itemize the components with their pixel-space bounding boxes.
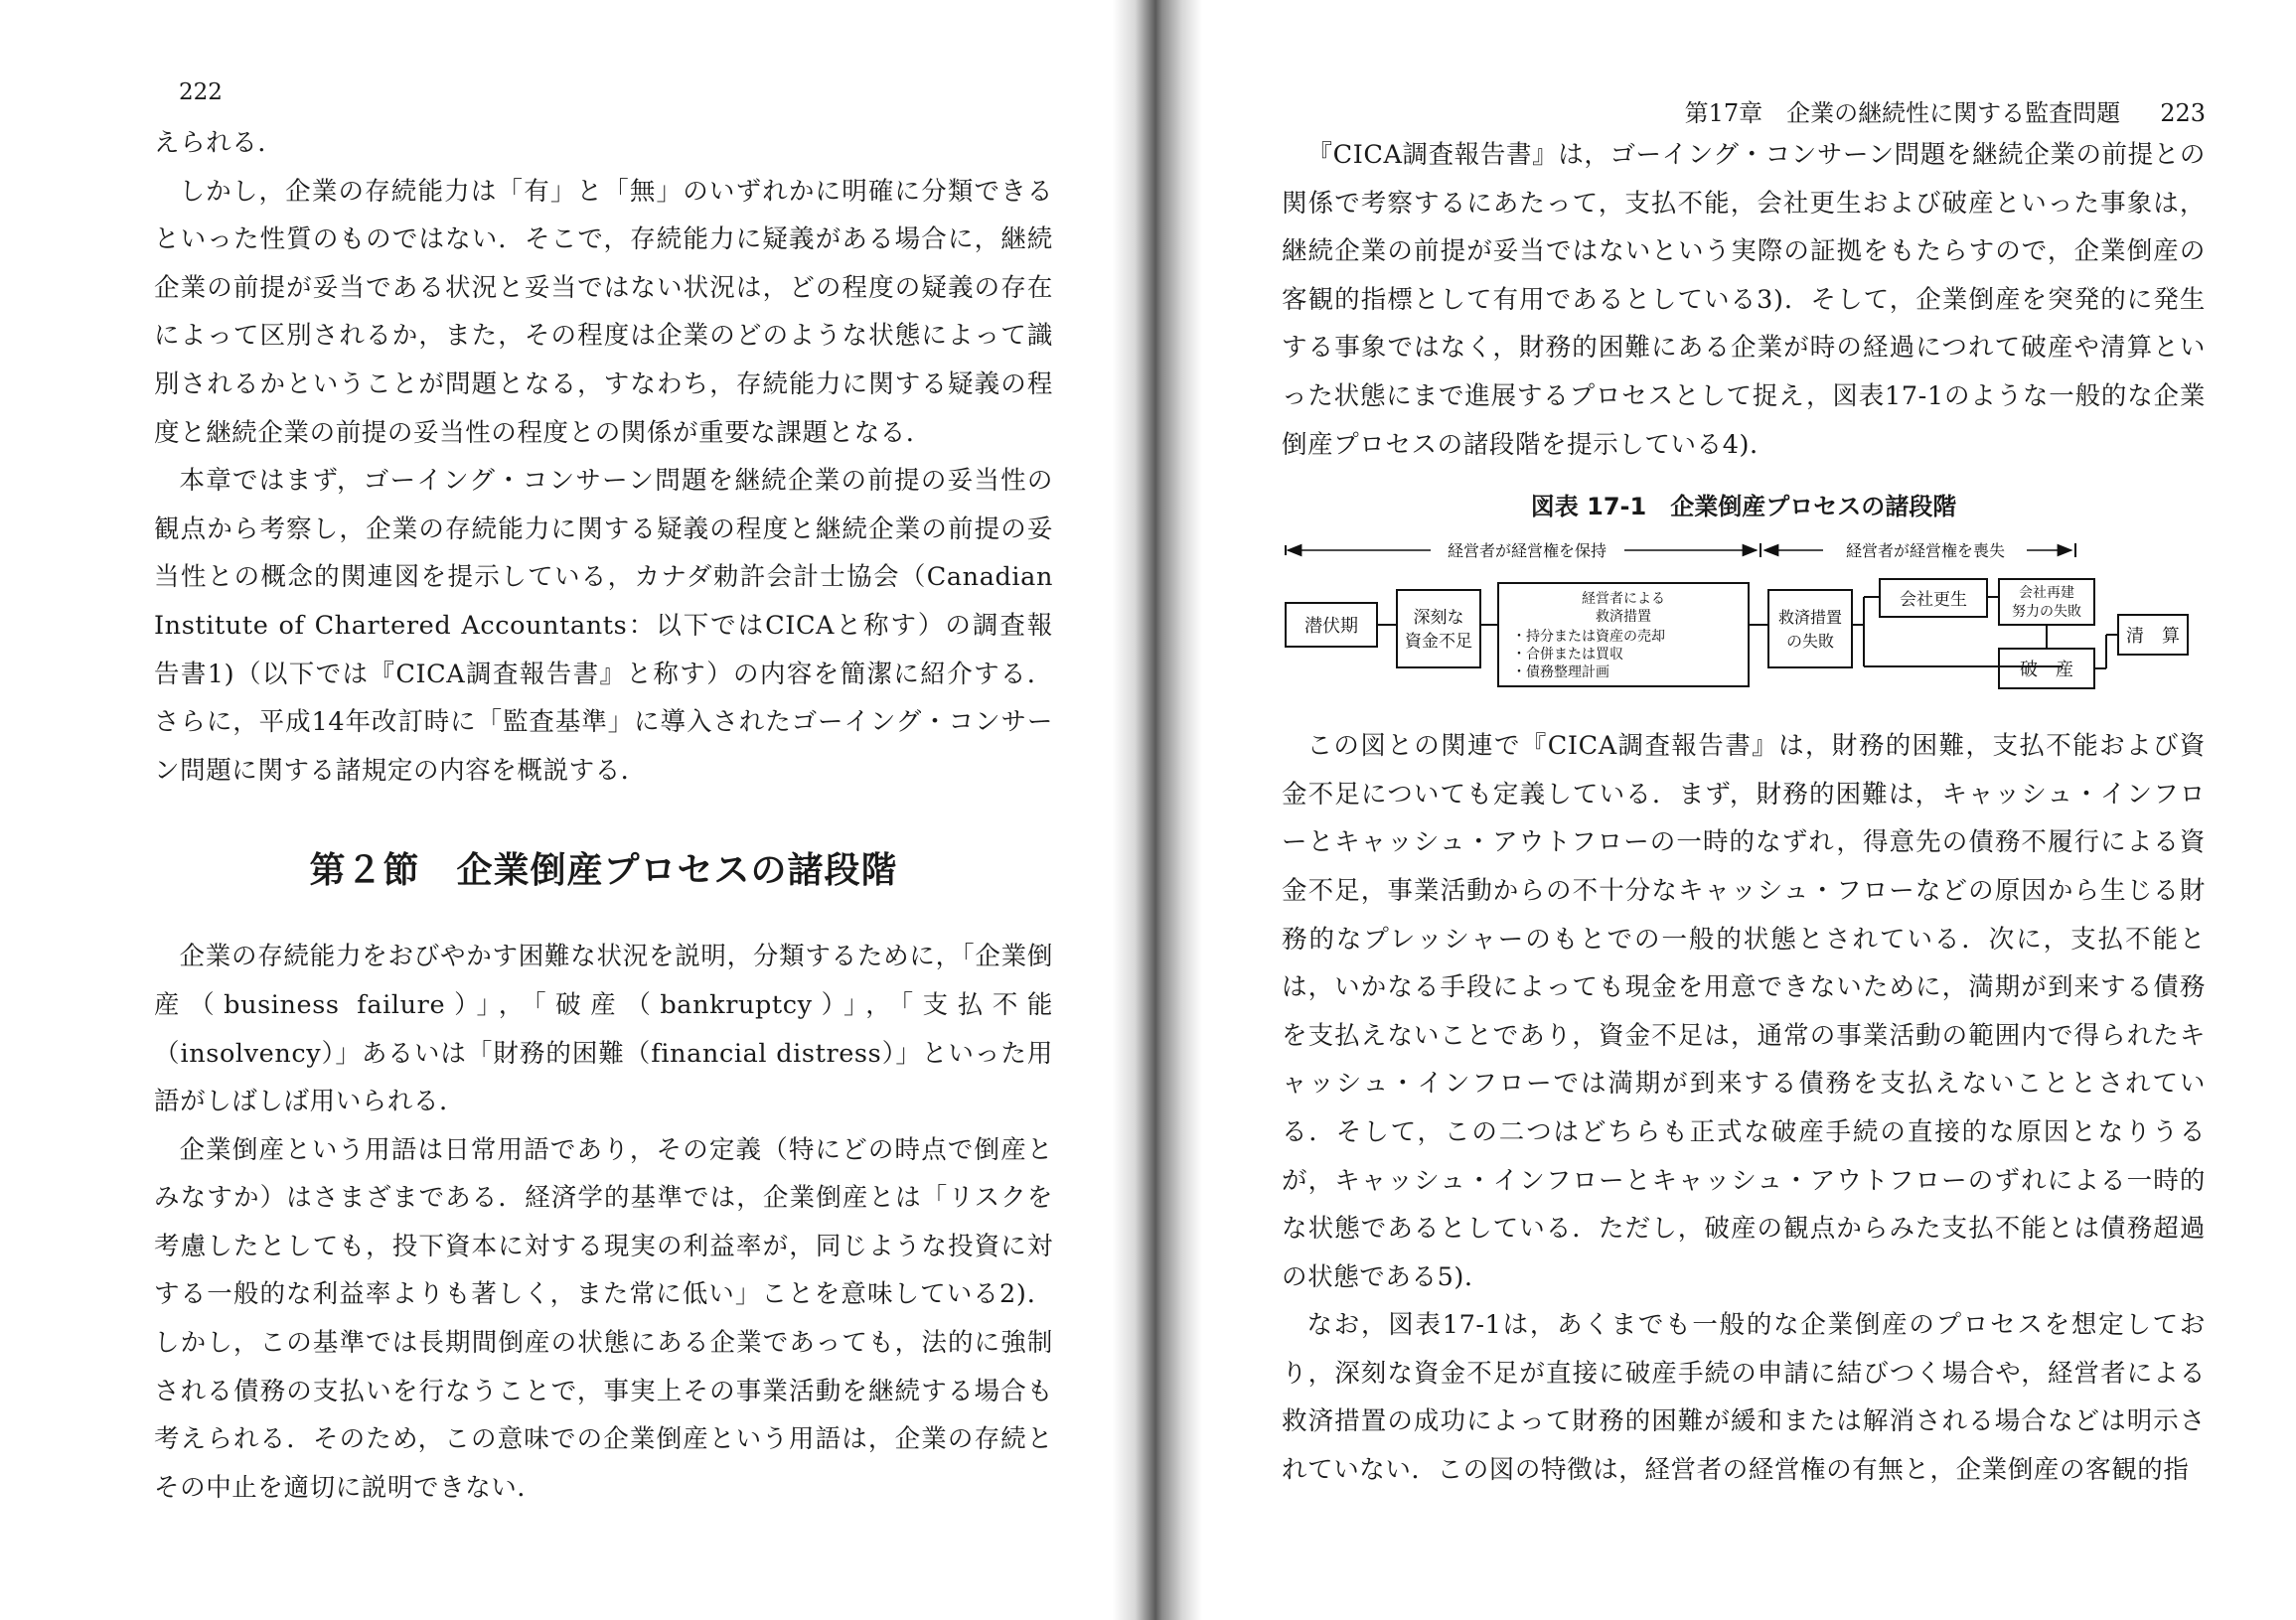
box-serious-shortage <box>1397 590 1480 667</box>
paragraph: しかし，企業の存続能力は「有」と「無」のいずれかに明確に分類できるといった性質のものではない．そこで，存続能力に疑義がある場合に，継続企業の前提が妥当である状況と妥当ではない状況は，どの程度の疑義の存在によって区別されるか，また，その程度は企業のどのような状態によって識別されるかということが問題となる，すなわち，存続能力に関する疑義の程度と継続企業の前提の妥当性の程度との関係が重要な課題となる． <box>154 176 1053 448</box>
chapter-header: 第17章 企業の継続性に関する監査問題 <box>1684 99 2121 127</box>
box-bankruptcy-label: 破 産 <box>2020 660 2073 681</box>
box-reorg-label: 会社更生 <box>1900 590 1967 611</box>
paragraph: 『CICA調査報告書』は，ゴーイング・コンサーン問題を継続企業の前提との関係で考察するにあたって，支払不能，会社更生および破産といった事象は，継続企業の前提が妥当ではないという実際の証拠をもたらすので，企業倒産の客観的指標として有用であるとしている3)．そして，企業倒産を突発的に発生する事象ではなく，財務的困難にある企業が時の経過につれて破産や清算といった状態にまで進展するプロセスとして捉え，図表17-1のような一般的な企業倒産プロセスの諸段階を提示している4)． <box>1282 140 2206 460</box>
box-relief-line3: ・持分または資産の売却 <box>1512 629 1665 646</box>
box-relief-fail-line1: 救済措置 <box>1777 608 1843 628</box>
left-body <box>154 119 1053 1512</box>
box-relief-line1: 経営者による <box>1582 591 1665 608</box>
box-relief-line2: 救済措置 <box>1596 609 1651 626</box>
box-rebuild-line1: 会社再建 <box>2019 585 2074 602</box>
box-relief-line5: ・債務整理計画 <box>1512 664 1609 681</box>
box-rebuild-line2: 努力の失敗 <box>2012 604 2081 621</box>
box-serious-line2: 資金不足 <box>1405 632 1472 653</box>
section-title: 第２節 企業倒産プロセスの諸段階 <box>309 850 898 892</box>
box-relief-line4: ・合併または買収 <box>1512 647 1623 663</box>
box-latent-label: 潜伏期 <box>1304 616 1358 638</box>
paragraph: えられる． <box>154 128 284 158</box>
arrow-label-retain: 経営者が経営権を保持 <box>1447 541 1607 561</box>
page-number-left: 222 <box>179 79 223 105</box>
right-body <box>1282 131 2206 1495</box>
left-page <box>154 70 1053 1599</box>
business-failure-process-diagram <box>1282 535 2206 704</box>
paragraph: 本章ではまず，ゴーイング・コンサーン問題を継続企業の前提の妥当性の観点から考察し，企業の存続能力に関する疑義の程度と継続企業の前提の妥当性との概念的関連図を提示している，カナダ勅許会計士協会（Canadian Institute of Chartered Accountants：以下ではCICAと称す）の調査報告書1)（以下では『CICA調査報告書』と称す）の内容を簡潔に紹介する．さらに，平成14年改訂時に「監査基準」に導入されたゴーイング・コンサーン問題に関する諸規定の内容を概説する． <box>154 466 1053 786</box>
paragraph: 企業倒産という用語は日常用語であり，その定義（特にどの時点で倒産とみなすか）はさまざまである．経済学的基準では，企業倒産とは「リスクを考慮したとしても，投下資本に対する現実の利益率が，同じような投資に対する一般的な利益率よりも著しく，また常に低い」ことを意味している2)．しかし，この基準では長期間倒産の状態にある企業であっても，法的に強制される債務の支払いを行なうことで，事実上その事業活動を継続する場合も考えられる．そのため，この意味での企業倒産という用語は，企業の存続とその中止を適切に説明できない． <box>154 1134 1053 1503</box>
paragraph: この図との関連で『CICA調査報告書』は，財務的困難，支払不能および資金不足についても定義している．まず，財務的困難は，キャッシュ・インフローとキャッシュ・アウトフローの一時的なずれ，得意先の債務不履行による資金不足，事業活動からの不十分なキャッシュ・フローなどの原因から生じる財務的なプレッシャーのもとでの一般的状態とされている．次に，支払不能とは，いかなる手段によっても現金を用意できないために，満期が到来する債務を支払えないことであり，資金不足は，通常の事業活動の範囲内で得られたキャッシュ・インフローでは満期が到来する債務を支払えないこととされている．そして，この二つはどちらも正式な破産手続の直接的な原因となりうるが，キャッシュ・インフローとキャッシュ・アウトフローのずれによる一時的な状態であるとしている．ただし，破産の観点からみた支払不能とは債務超過の状態である5)． <box>1282 731 2206 1292</box>
book-gutter-shadow <box>1113 0 1202 1620</box>
figure-title: 図表 17-1 企業倒産プロセスの諸段階 <box>1530 493 1957 521</box>
paragraph: 企業の存続能力をおびやかす困難な状況を説明，分類するために，「企業倒産（business failure）」，「破産（bankruptcy）」，「支払不能（insolvency）」あるいは「財務的困難（financial distress）」といった用語がしばしば用いられる． <box>154 942 1053 1117</box>
box-relief-fail-line2: の失敗 <box>1785 632 1835 652</box>
box-serious-line1: 深刻な <box>1413 608 1464 629</box>
page-number-right: 223 <box>2160 99 2206 127</box>
box-liquidation-label: 清 算 <box>2126 626 2180 648</box>
paragraph: なお，図表17-1は，あくまでも一般的な企業倒産のプロセスを想定しており，深刻な資金不足が直接に破産手続の申請に結びつく場合や，経営者による救済措置の成功によって財務的困難が緩和または解消される場合などは明示されていない．この図の特徴は，経営者の経営権の有無と，企業倒産の客観的指 <box>1282 1310 2206 1486</box>
arrow-label-lose: 経営者が経営権を喪失 <box>1845 541 2006 561</box>
right-page <box>1282 79 2206 1609</box>
running-header <box>1685 93 2206 128</box>
diagram-svg <box>1282 535 2206 704</box>
box-relief-failure <box>1768 590 1852 667</box>
